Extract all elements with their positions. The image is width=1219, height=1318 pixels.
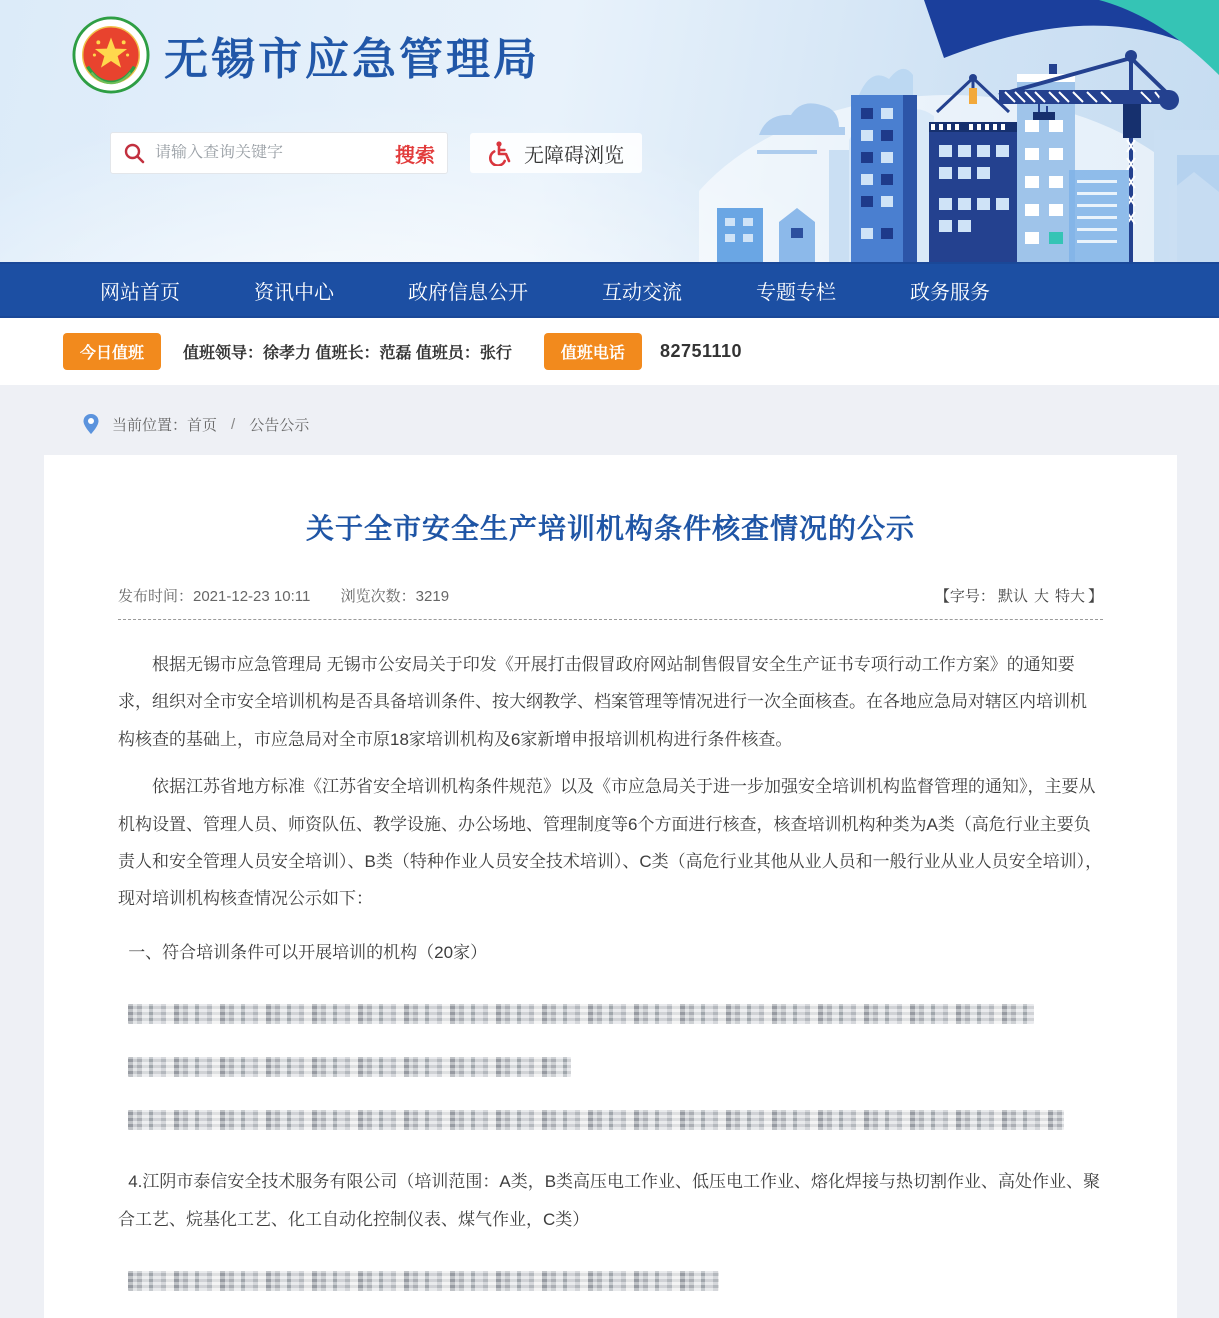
font-size-default-button[interactable]: 默认 xyxy=(997,588,1028,605)
breadcrumb-home-link[interactable]: 首页 xyxy=(187,416,218,434)
accessibility-label: 无障碍浏览 xyxy=(524,144,624,167)
font-size-large-button[interactable]: 大 xyxy=(1033,588,1049,605)
font-size-xlarge-button[interactable]: 特大 xyxy=(1054,588,1085,605)
duty-info-text: 值班领导：徐孝力 值班长：范磊 值班员：张行 xyxy=(183,345,512,362)
accessibility-button[interactable] xyxy=(470,133,642,173)
nav-item-news[interactable]: 资讯中心 xyxy=(254,281,334,304)
font-size-suffix: 】 xyxy=(1087,588,1103,605)
publish-time: 发布时间：2021-12-23 10:11 xyxy=(118,588,311,605)
wheelchair-icon xyxy=(488,140,514,166)
header-banner xyxy=(0,0,1219,262)
nav-item-interaction[interactable]: 互动交流 xyxy=(602,281,682,304)
article-body xyxy=(118,646,1103,1318)
article-meta xyxy=(118,585,1103,606)
cityscape-illustration xyxy=(699,0,1219,262)
breadcrumb-separator: / xyxy=(231,415,236,433)
site-logo-and-title[interactable] xyxy=(72,16,540,94)
search-icon xyxy=(123,142,145,164)
duty-today-badge: 今日值班 xyxy=(63,333,161,370)
search-box xyxy=(110,132,448,174)
search-input[interactable] xyxy=(155,144,395,162)
nav-item-services[interactable]: 政务服务 xyxy=(910,281,990,304)
breadcrumb-current-link[interactable]: 公告公示 xyxy=(249,416,310,434)
paragraph-2: 依据江苏省地方标准《江苏省安全培训机构条件规范》以及《市应急局关于进一步加强安全培训机构监督管理的通知》，主要从机构设置、管理人员、师资队伍、教学设施、办公场地、管理制度等6个方面进行核查，核查培训机构种类为A类（高危行业主要负责人和安全管理人员安全培训）、B类（特种作业人员安全技术培训）、C类（高危行业其他从业人员和一般行业从业人员安全培训），现对培训机构核查情况公示如下： xyxy=(118,777,1103,909)
section-heading: 一、符合培训条件可以开展培训的机构（20家） xyxy=(128,942,488,962)
paragraph-1: 根据无锡市应急管理局 无锡市公安局关于印发《开展打击假冒政府网站制售假冒安全生产证书专项行动工作方案》的通知要求，组织对全市安全培训机构是否具备培训条件、按大纲教学、档案管理等情况进行一次全面核查。在各地应急局对辖区内培训机构核查的基础上，市应急局对全市原18家培训机构及6家新增申报培训机构进行条件核查。 xyxy=(118,655,1087,749)
meta-divider xyxy=(118,619,1103,620)
font-size-prefix: 【字号： xyxy=(934,588,995,605)
site-title: 无锡市应急管理局 xyxy=(164,35,540,84)
list-item-4: 4.江阴市泰信安全技术服务有限公司（培训范围：A类，B类高压电工作业、低压电工作业、熔化焊接与热切割作业、高处作业、聚合工艺、烷基化工艺、化工自动化控制仪表、煤气作业，C类） xyxy=(118,1172,1101,1229)
location-pin-icon xyxy=(82,413,100,435)
view-count: 浏览次数：3219 xyxy=(340,588,450,605)
breadcrumb xyxy=(0,385,1219,455)
redacted-line-1 xyxy=(128,1004,1034,1024)
redacted-line-2 xyxy=(128,1057,571,1077)
duty-phone-number: 82751110 xyxy=(659,341,743,361)
search-row xyxy=(110,132,642,174)
main-nav xyxy=(0,262,1219,318)
search-button[interactable]: 搜索 xyxy=(395,144,435,167)
nav-item-gov-info[interactable]: 政府信息公开 xyxy=(408,281,528,304)
redacted-line-5 xyxy=(128,1271,719,1291)
bureau-emblem-icon xyxy=(72,16,150,94)
duty-phone-badge: 值班电话 xyxy=(544,333,642,370)
breadcrumb-prefix: 当前位置： xyxy=(112,416,188,434)
article-title: 关于全市安全生产培训机构条件核查情况的公示 xyxy=(305,513,915,544)
redacted-line-3 xyxy=(128,1110,1064,1130)
nav-item-special-topics[interactable]: 专题专栏 xyxy=(756,281,836,304)
nav-item-home[interactable]: 网站首页 xyxy=(100,281,180,304)
duty-bar xyxy=(0,318,1219,385)
article-card xyxy=(44,455,1177,1318)
